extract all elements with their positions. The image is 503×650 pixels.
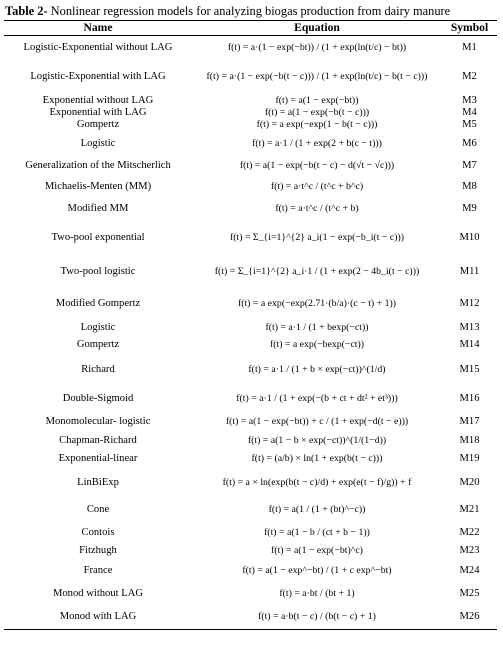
model-name-text: Logistic (80, 138, 116, 149)
table-row (4, 256, 497, 289)
table-row (4, 559, 497, 583)
model-name (4, 433, 192, 449)
table-row (4, 157, 497, 176)
model-symbol (442, 60, 497, 95)
model-name-text: Michaelis-Menten (MM) (44, 180, 152, 192)
model-equation-text: f(t) = a·1 / (1 + exp(2 + b(c − t))) (252, 138, 382, 149)
model-symbol (442, 107, 497, 119)
model-symbol-text: M8 (462, 180, 477, 192)
model-equation-text: f(t) = a·1 / (1 + bexp(−ct)) (265, 322, 369, 333)
model-name-text: Exponential without LAG (42, 94, 154, 106)
model-equation-text: f(t) = (a/b) × ln(1 + exp(b(t − c))) (251, 452, 383, 464)
model-equation (192, 119, 442, 132)
regression-models-table (4, 20, 497, 630)
model-symbol-text: M24 (459, 564, 480, 576)
model-equation-text: f(t) = a·1 / (1 + b × exp(−ct))^(1/d) (248, 363, 386, 375)
model-equation-text: f(t) = a(1 − exp(−b(t − c) − d(√t − √c))) (239, 160, 395, 171)
model-name-text: Modified MM (67, 203, 129, 214)
model-equation (192, 256, 442, 289)
model-equation (192, 319, 442, 338)
table-row (4, 221, 497, 256)
model-symbol-text: M16 (459, 393, 480, 404)
model-symbol (442, 559, 497, 583)
model-name (4, 119, 192, 132)
model-name (4, 176, 192, 198)
model-name (4, 605, 192, 630)
table-caption (5, 4, 500, 18)
model-equation-text: f(t) = a exp(−exp(2.71·(b/a)·(c − t) + 1)) (237, 297, 397, 309)
model-name-text: Double-Sigmoid (62, 393, 134, 404)
model-symbol-text: M18 (459, 434, 480, 446)
model-name (4, 157, 192, 176)
model-name (4, 497, 192, 523)
model-equation (192, 497, 442, 523)
model-equation (192, 412, 442, 433)
model-symbol-text: M9 (462, 203, 477, 214)
model-name-text: Chapman-Richard (59, 434, 137, 446)
table-row (4, 289, 497, 319)
model-symbol (442, 36, 497, 60)
model-symbol (442, 497, 497, 523)
model-name (4, 221, 192, 256)
model-equation (192, 176, 442, 198)
model-symbol-text: M13 (459, 322, 480, 333)
model-equation (192, 559, 442, 583)
model-equation-text: f(t) = a exp(−exp(1 − b(t − c))) (256, 119, 378, 130)
model-symbol-text: M7 (462, 160, 477, 171)
model-name-text: Two-pool exponential (51, 232, 145, 243)
model-equation (192, 107, 442, 119)
model-name-text: Logistic (80, 322, 116, 333)
model-symbol-text: M1 (462, 41, 477, 53)
table-row (4, 338, 497, 353)
model-equation (192, 583, 442, 605)
model-symbol (442, 176, 497, 198)
model-name (4, 36, 192, 60)
model-equation-text: f(t) = a(1 − exp(−bt)^c) (271, 545, 363, 556)
model-name-text: Logistic-Exponential without LAG (23, 41, 173, 53)
table-row (4, 119, 497, 132)
model-equation-text: f(t) = a(1 − b × exp(−ct))^(1/(1−d)) (247, 434, 387, 446)
table-row (4, 412, 497, 433)
model-equation (192, 157, 442, 176)
model-symbol-text: M6 (462, 138, 477, 149)
model-equation (192, 544, 442, 559)
model-equation-text: f(t) = a(1 − exp^−bt) / (1 + c exp^−bt) (242, 564, 392, 576)
model-symbol-text: M2 (462, 71, 477, 82)
model-name (4, 523, 192, 544)
model-equation (192, 449, 442, 469)
model-symbol-text: M14 (459, 339, 480, 350)
model-equation-text: f(t) = a·b(t − c) / (b(t − c) + 1) (258, 610, 376, 622)
table-row (4, 198, 497, 221)
model-symbol (442, 198, 497, 221)
model-name (4, 319, 192, 338)
model-name-text: Modified Gompertz (55, 297, 141, 309)
model-symbol-text: M11 (459, 266, 480, 277)
model-name (4, 449, 192, 469)
model-name-text: Exponential with LAG (49, 106, 147, 118)
model-equation-text: f(t) = a·t^c / (t^c + b^c) (270, 180, 364, 192)
model-name (4, 387, 192, 412)
model-symbol (442, 412, 497, 433)
model-symbol-text: M26 (459, 610, 480, 622)
model-symbol (442, 583, 497, 605)
model-symbol-text: M20 (459, 476, 480, 488)
model-name (4, 544, 192, 559)
model-equation-text: f(t) = a(1 / (1 + (bt)^−c)) (268, 503, 366, 515)
column-header-symbol: Symbol (442, 21, 497, 36)
model-symbol (442, 289, 497, 319)
table-row (4, 497, 497, 523)
table-body (4, 36, 497, 630)
model-symbol-text: M23 (459, 545, 480, 556)
column-header-equation: Equation (192, 21, 442, 36)
model-symbol-text: M17 (459, 416, 480, 427)
model-equation-text: f(t) = a(1 − b / (ct + b − 1)) (264, 527, 370, 538)
table-row (4, 319, 497, 338)
model-symbol-text: M21 (459, 503, 480, 515)
model-symbol (442, 132, 497, 157)
model-name-text: Monod without LAG (52, 587, 144, 599)
model-name (4, 289, 192, 319)
table-row (4, 60, 497, 95)
model-equation (192, 387, 442, 412)
model-equation (192, 523, 442, 544)
model-name (4, 132, 192, 157)
column-header-name: Name (4, 21, 192, 36)
model-name-text: Monod with LAG (59, 610, 137, 622)
model-symbol-text: M19 (459, 452, 480, 464)
model-symbol (442, 95, 497, 107)
model-equation-text: f(t) = a·t^c / (t^c + b) (275, 203, 359, 214)
model-symbol (442, 338, 497, 353)
model-equation-text: f(t) = a·(1 − exp(−b(t − c))) / (1 + exp(ln(t/c) − b(t − c))) (206, 71, 428, 82)
model-name-text: Gompertz (76, 119, 120, 130)
model-equation (192, 60, 442, 95)
model-equation-text: f(t) = a exp(−bexp(−ct)) (269, 339, 365, 350)
model-symbol (442, 256, 497, 289)
model-symbol (442, 157, 497, 176)
model-equation (192, 353, 442, 387)
model-name (4, 60, 192, 95)
model-name-text: LinBiExp (77, 476, 119, 488)
model-equation-text: f(t) = Σ_{i=1}^{2} a_i(1 − exp(−b_i(t − c))) (230, 232, 404, 243)
model-symbol (442, 544, 497, 559)
caption-text: Nonlinear regression models for analyzing biogas production from dairy manure (47, 4, 451, 18)
model-symbol (442, 605, 497, 630)
model-name (4, 198, 192, 221)
model-equation (192, 433, 442, 449)
model-name (4, 353, 192, 387)
model-equation (192, 605, 442, 630)
model-name (4, 412, 192, 433)
model-symbol (442, 353, 497, 387)
model-equation-text: f(t) = a(1 − exp(−b(t − c))) (264, 106, 370, 118)
model-name-text: Fitzhugh (79, 545, 117, 556)
model-equation (192, 36, 442, 60)
table-row (4, 433, 497, 449)
model-symbol (442, 469, 497, 497)
table-row (4, 449, 497, 469)
model-equation (192, 289, 442, 319)
model-symbol-text: M22 (459, 527, 480, 538)
model-equation-text: f(t) = a(1 − exp(−bt)) (275, 94, 359, 106)
table-row (4, 387, 497, 412)
model-symbol (442, 221, 497, 256)
model-equation (192, 469, 442, 497)
model-name (4, 559, 192, 583)
model-name-text: Logistic-Exponential with LAG (30, 71, 166, 82)
table-row (4, 176, 497, 198)
table-row (4, 107, 497, 119)
model-name (4, 338, 192, 353)
model-equation (192, 338, 442, 353)
model-symbol (442, 119, 497, 132)
table-row (4, 353, 497, 387)
model-name (4, 256, 192, 289)
model-equation (192, 132, 442, 157)
model-name (4, 95, 192, 107)
table-row (4, 583, 497, 605)
model-symbol (442, 523, 497, 544)
table-row (4, 523, 497, 544)
model-equation (192, 221, 442, 256)
model-name-text: Two-pool logistic (60, 266, 136, 277)
model-symbol (442, 387, 497, 412)
model-equation (192, 95, 442, 107)
model-name-text: France (83, 564, 113, 576)
model-name-text: Monomolecular- logistic (45, 416, 151, 427)
model-symbol (442, 319, 497, 338)
model-symbol-text: M12 (459, 297, 480, 309)
model-symbol-text: M4 (462, 106, 477, 118)
table-header-row (4, 21, 497, 36)
model-name (4, 583, 192, 605)
model-equation-text: f(t) = a × ln(exp(b(t − c)/d) + exp(e(t − f)/g)) + f (222, 476, 412, 488)
model-symbol-text: M5 (462, 119, 477, 130)
model-name-text: Generalization of the Mitscherlich (25, 160, 171, 171)
caption-label: Table 2- (5, 4, 48, 18)
model-symbol-text: M25 (459, 587, 480, 599)
model-equation-text: f(t) = a·(1 − exp(−bt)) / (1 + exp(ln(t/c) − bt)) (227, 41, 407, 53)
model-name-text: Exponential-linear (58, 452, 138, 464)
table-row (4, 544, 497, 559)
model-symbol (442, 449, 497, 469)
model-equation-text: f(t) = a(1 − exp(−bt)) + c / (1 + exp(−d(t − e))) (225, 416, 409, 427)
model-name-text: Contois (81, 527, 115, 538)
model-symbol-text: M15 (459, 363, 480, 375)
model-symbol (442, 433, 497, 449)
model-equation-text: f(t) = a·1 / (1 + exp(−(b + ct + dt² + et³))) (236, 393, 398, 404)
model-equation (192, 198, 442, 221)
model-name (4, 469, 192, 497)
table-row (4, 95, 497, 107)
table-row (4, 605, 497, 630)
model-symbol-text: M10 (459, 232, 480, 243)
table-row (4, 36, 497, 60)
model-symbol-text: M3 (462, 94, 477, 106)
model-name-text: Gompertz (76, 339, 120, 350)
table-row (4, 132, 497, 157)
model-name-text: Richard (81, 363, 115, 375)
model-name-text: Cone (86, 503, 110, 515)
model-name (4, 107, 192, 119)
model-equation-text: f(t) = a·bt / (bt + 1) (279, 587, 355, 599)
model-equation-text: f(t) = Σ_{i=1}^{2} a_i·1 / (1 + exp(2 − 4b_i(t − c))) (214, 266, 420, 277)
table-row (4, 469, 497, 497)
